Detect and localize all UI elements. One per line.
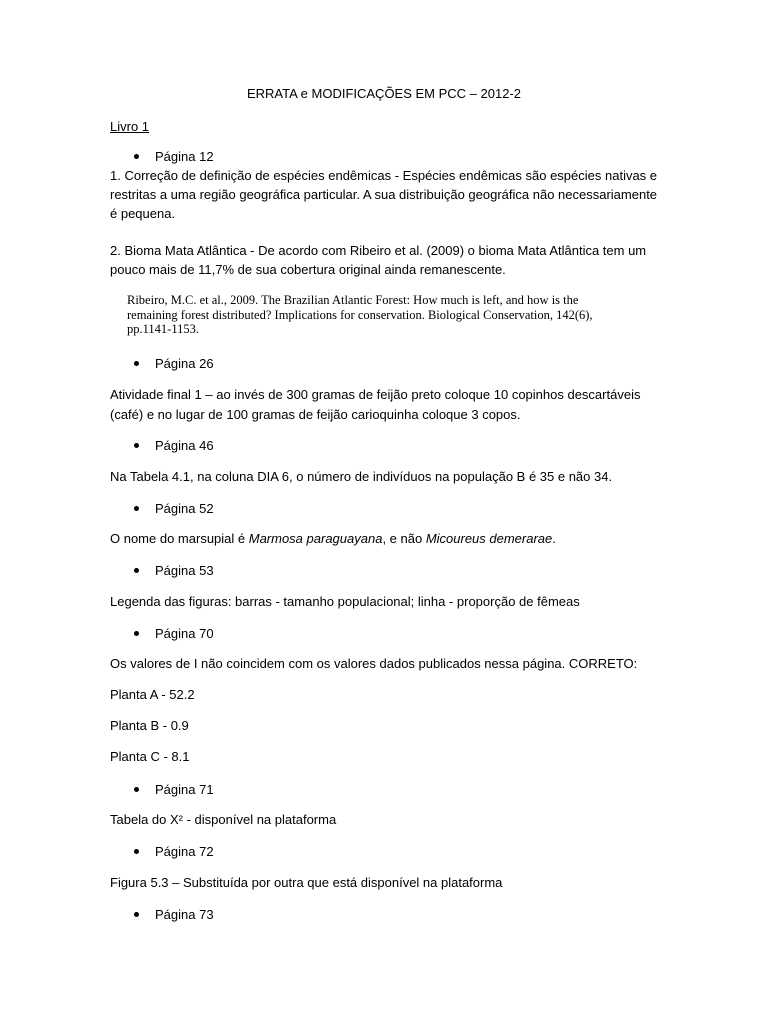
p26-line2: (café) e no lugar de 100 gramas de feijão carioquinha coloque 3 copos. <box>110 407 521 422</box>
page-71-label: Página 71 <box>155 782 214 797</box>
bullet-icon <box>134 631 139 636</box>
reference-line3: pp.1141-1153. <box>127 322 199 336</box>
page-52-label: Página 52 <box>155 501 214 516</box>
page-53-label: Página 53 <box>155 563 214 578</box>
p52-text <box>110 529 556 548</box>
p52-middle: , e não <box>382 531 426 546</box>
bullet-icon <box>134 154 139 159</box>
book-heading: Livro 1 <box>110 119 150 134</box>
species-current: Marmosa paraguayana <box>248 531 383 546</box>
bullet-icon <box>134 787 139 792</box>
p70-text: Os valores de I não coincidem com os valores dados publicados nessa página. CORRETO: <box>110 656 638 671</box>
bullet-icon <box>134 912 139 917</box>
p12-item2-line2: pouco mais de 11,7% de sua cobertura original ainda remanescente. <box>110 262 506 277</box>
p12-item1-line3: é pequena. <box>110 206 176 221</box>
page-72-label: Página 72 <box>155 844 214 859</box>
planta-c-value: Planta C - 8.1 <box>110 749 190 764</box>
page-70-label: Página 70 <box>155 626 214 641</box>
species-old: Micoureus demerarae <box>425 531 553 546</box>
p53-text: Legenda das figuras: barras - tamanho populacional; linha - proporção de fêmeas <box>110 594 580 609</box>
bullet-icon <box>134 568 139 573</box>
planta-b-value: Planta B - 0.9 <box>110 718 189 733</box>
p12-item1-line2: restritas a uma região geográfica particular. A sua distribuição geográfica não necessariamente <box>110 187 658 202</box>
p52-suffix: . <box>552 531 556 546</box>
bullet-icon <box>134 361 139 366</box>
reference-line2: remaining forest distributed? Implications for conservation. Biological Conservation, 142(6), <box>127 308 593 322</box>
p46-text: Na Tabela 4.1, na coluna DIA 6, o número de indivíduos na população B é 35 e não 34. <box>110 469 613 484</box>
p26-line1: Atividade final 1 – ao invés de 300 gramas de feijão preto coloque 10 copinhos descartáveis <box>110 387 641 402</box>
reference-line1: Ribeiro, M.C. et al., 2009. The Brazilian Atlantic Forest: How much is left, and how is the <box>127 293 579 307</box>
p12-item2-line1: 2. Bioma Mata Atlântica - De acordo com Ribeiro et al. (2009) o bioma Mata Atlântica tem um <box>110 243 647 258</box>
p71-text: Tabela do X² - disponível na plataforma <box>110 812 337 827</box>
p72-text: Figura 5.3 – Substituída por outra que está disponível na plataforma <box>110 875 503 890</box>
bullet-icon <box>134 849 139 854</box>
p12-item1-line1: 1. Correção de definição de espécies endêmicas - Espécies endêmicas são espécies nativas e <box>110 168 658 183</box>
page-12-label: Página 12 <box>155 149 214 164</box>
page-26-label: Página 26 <box>155 356 214 371</box>
page-73-label: Página 73 <box>155 907 214 922</box>
p52-prefix: O nome do marsupial é <box>110 531 249 546</box>
page-46-label: Página 46 <box>155 438 214 453</box>
bullet-icon <box>134 443 139 448</box>
planta-a-value: Planta A - 52.2 <box>110 687 195 702</box>
bullet-icon <box>134 506 139 511</box>
document-title: ERRATA e MODIFICAÇÕES EM PCC – 2012-2 <box>246 86 522 101</box>
